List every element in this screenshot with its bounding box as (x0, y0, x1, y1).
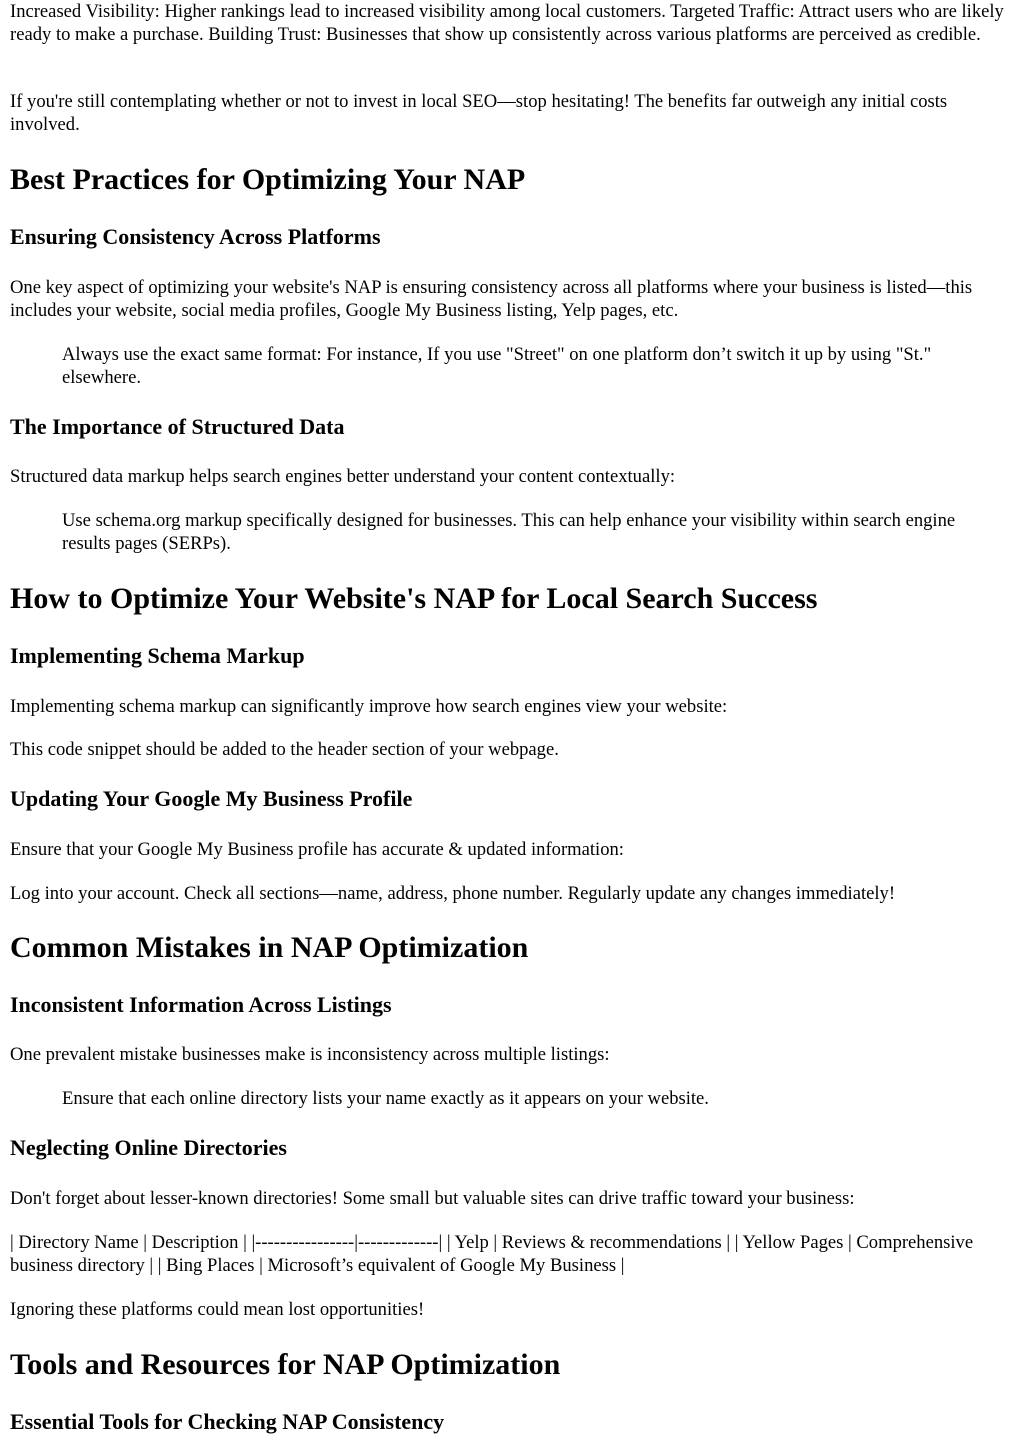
directories-closing: Ignoring these platforms could mean lost opportunities! (10, 1299, 425, 1320)
schema-heading: Implementing Schema Markup (10, 643, 305, 668)
schema-note: This code snippet should be added to the header section of your webpage. (10, 739, 559, 760)
mistakes-heading: Common Mistakes in NAP Optimization (10, 931, 529, 964)
hesitate-paragraph: If you're still contemplating whether or not to invest in local SEO—stop hesitating! The benefits far outweigh any initial costs involved. (10, 91, 948, 135)
directories-heading: Neglecting Online Directories (10, 1135, 287, 1160)
inconsistent-quote: Ensure that each online directory lists your name exactly as it appears on your website. (62, 1088, 709, 1109)
inconsistent-heading: Inconsistent Information Across Listings (10, 992, 392, 1017)
essential-tools-heading: Essential Tools for Checking NAP Consistency (10, 1409, 445, 1434)
best-practices-heading: Best Practices for Optimizing Your NAP (10, 163, 526, 196)
consistency-paragraph: One key aspect of optimizing your website's NAP is ensuring consistency across all platforms where your business is listed—this includes your website, social media profiles, Google My Business listing, Yelp pages, etc. (10, 277, 973, 321)
inconsistent-paragraph: One prevalent mistake businesses make is inconsistency across multiple listings: (10, 1044, 610, 1065)
structured-data-paragraph: Structured data markup helps search engines better understand your content contextually: (10, 466, 676, 487)
structured-data-heading: The Importance of Structured Data (10, 414, 345, 439)
benefits-paragraph: Increased Visibility: Higher rankings lead to increased visibility among local customers. Targeted Traffic: Attract users who are likely ready to make a purchase. Building Trust: Businesses that show up consistently across various platforms are perceived as credible. (10, 1, 1004, 45)
how-to-heading: How to Optimize Your Website's NAP for Local Search Success (10, 582, 818, 615)
directories-paragraph: Don't forget about lesser-known directories! Some small but valuable sites can drive traffic toward your business: (10, 1188, 855, 1209)
gmb-paragraph: Ensure that your Google My Business profile has accurate & updated information: (10, 839, 624, 860)
consistency-quote: Always use the exact same format: For instance, If you use "Street" on one platform don’t switch it up by using "St." elsewhere. (62, 344, 932, 388)
schema-paragraph: Implementing schema markup can significantly improve how search engines view your website: (10, 696, 728, 717)
gmb-steps: Log into your account. Check all sections—name, address, phone number. Regularly update any changes immediately! (10, 883, 896, 904)
consistency-heading: Ensuring Consistency Across Platforms (10, 224, 381, 249)
tools-heading: Tools and Resources for NAP Optimization (10, 1348, 561, 1381)
directories-table-text: | Directory Name | Description | |----------------|-------------| | Yelp | Reviews & recommendations | | Yellow Pages | Comprehensive business directory | | Bing Places | Microsoft’s equivalent of Google My Business | (10, 1232, 974, 1276)
structured-data-quote: Use schema.org markup specifically designed for businesses. This can help enhance your visibility within search engine results pages (SERPs). (62, 510, 956, 554)
gmb-heading: Updating Your Google My Business Profile (10, 786, 413, 811)
